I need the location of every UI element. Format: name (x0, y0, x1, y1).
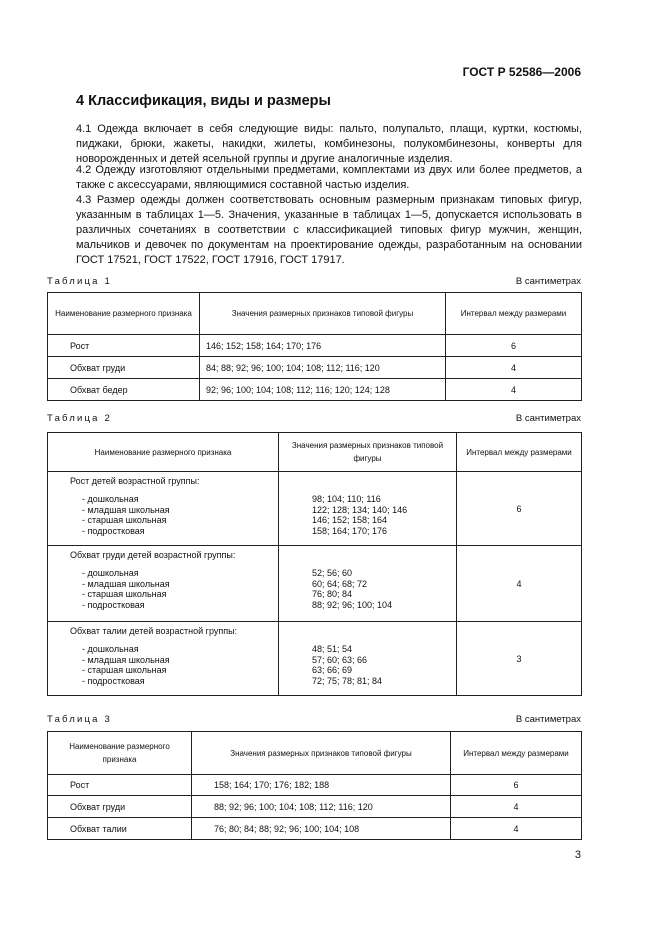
table-1-header-interval: Интервал между размерами (446, 293, 582, 335)
list-item: - старшая школьная (82, 589, 167, 599)
group-title: Обхват талии детей возрастной группы: (70, 626, 238, 636)
table-cell: Рост (48, 335, 200, 357)
table-row (48, 775, 582, 796)
list-item: - младшая школьная (82, 654, 170, 665)
table-cell: 4 (446, 379, 582, 401)
table-cell: Обхват груди (48, 357, 200, 379)
value-item: 98; 104; 110; 116 (312, 494, 381, 504)
value-item: 88; 92; 96; 100; 104 (312, 599, 393, 610)
paragraph-4-2: 4.2 Одежду изготовляют отдельными предметами, комплектами из двух или более предметов, а также с аксессуарами, являющимися составной частью изделия. (76, 164, 582, 191)
table-cell: Рост (48, 775, 192, 796)
table-cell: 84; 88; 92; 96; 100; 104; 108; 112; 116; 120 (200, 357, 446, 379)
value-item: 63; 66; 69 (312, 665, 353, 675)
table-row (48, 379, 582, 401)
list-item: - старшая школьная (82, 515, 167, 525)
list-item: - подростковая (82, 525, 145, 536)
table-3 (47, 731, 582, 840)
table-1-header-name: Наименование размерного признака (48, 293, 200, 335)
table-3-header-name: Наименование размерного признака (48, 732, 192, 775)
group-title: Обхват груди детей возрастной группы: (70, 550, 236, 560)
table-3-unit: В сантиметрах (515, 714, 581, 725)
table-2-header-name: Наименование размерного признака (48, 433, 279, 472)
table-row (48, 818, 582, 840)
interval-cell: 3 (457, 622, 582, 696)
table-2 (47, 432, 582, 696)
paragraph-4-3: 4.3 Размер одежды должен соответствовать основным размерным признакам типовых фигур, указанным в таблицах 1—5. Значения, указанные в таблицах 1—5, допускается использовать в различных сочетаниях в соответствии с классификацией типовых фигур мужчин, женщин, мальчиков и девочек по документам на проектирование одежды, разработанным на основании ГОСТ 17521, ГОСТ 17522, ГОСТ 17916, ГОСТ 17917. (76, 194, 582, 266)
list-item: - дошкольная (82, 494, 139, 504)
value-item: 122; 128; 134; 140; 146 (312, 504, 408, 515)
list-item: - дошкольная (82, 568, 139, 578)
table-2-header-interval: Интервал между размерами (457, 433, 582, 472)
value-item: 72; 75; 78; 81; 84 (312, 675, 383, 686)
list-item: - старшая школьная (82, 665, 167, 675)
value-item: 158; 164; 170; 176 (312, 525, 388, 536)
table-row (48, 796, 582, 818)
table-2-unit: В сантиметрах (515, 413, 581, 424)
table-cell: Обхват бедер (48, 379, 200, 401)
value-item: 76; 80; 84 (312, 589, 353, 599)
value-item: 48; 51; 54 (312, 644, 353, 654)
table-cell: 92; 96; 100; 104; 108; 112; 116; 120; 124; 128 (200, 379, 446, 401)
value-item: 60; 64; 68; 72 (312, 578, 368, 589)
value-item: 57; 60; 63; 66 (312, 654, 368, 665)
table-2-caption: Таблица 2 (47, 413, 112, 424)
table-cell: Обхват талии (48, 818, 192, 840)
table-3-header-interval: Интервал между размерами (451, 732, 582, 775)
table-cell: 4 (451, 796, 582, 818)
list-item: - подростковая (82, 675, 145, 686)
table-row (48, 472, 582, 546)
section-title: 4 Классификация, виды и размеры (76, 93, 331, 109)
table-3-header-values: Значения размерных признаков типовой фигуры (192, 732, 451, 775)
table-cell: 158; 164; 170; 176; 182; 188 (192, 775, 451, 796)
interval-cell: 6 (457, 472, 582, 546)
interval-cell: 4 (457, 546, 582, 622)
value-item: 52; 56; 60 (312, 568, 353, 578)
list-item: - младшая школьная (82, 578, 170, 589)
table-cell: 4 (451, 818, 582, 840)
document-number: ГОСТ Р 52586—2006 (462, 65, 581, 79)
paragraph-4-1: 4.1 Одежда включает в себя следующие виды: пальто, полупальто, плащи, куртки, костюмы, пиджаки, брюки, жакеты, накидки, жилеты, комбинезоны, полукомбинезоны, конверты для новорожденных и детей ясельной группы и другие аналогичные изделия. (76, 123, 582, 165)
table-cell: 76; 80; 84; 88; 92; 96; 100; 104; 108 (192, 818, 451, 840)
table-cell: Обхват груди (48, 796, 192, 818)
table-1 (47, 292, 582, 401)
table-row (48, 546, 582, 622)
table-2-header-values: Значения размерных признаков типовой фигуры (279, 433, 457, 472)
list-item: - подростковая (82, 599, 145, 610)
table-row (48, 622, 582, 696)
group-title: Рост детей возрастной группы: (70, 476, 200, 486)
list-item: - дошкольная (82, 644, 139, 654)
page-number: 3 (574, 849, 581, 861)
table-cell: 4 (446, 357, 582, 379)
table-cell: 6 (446, 335, 582, 357)
table-3-caption: Таблица 3 (47, 714, 112, 725)
table-cell: 146; 152; 158; 164; 170; 176 (200, 335, 446, 357)
table-1-header-values: Значения размерных признаков типовой фигуры (200, 293, 446, 335)
table-row (48, 335, 582, 357)
table-row (48, 357, 582, 379)
list-item: - младшая школьная (82, 504, 170, 515)
table-1-caption: Таблица 1 (47, 276, 112, 287)
table-cell: 88; 92; 96; 100; 104; 108; 112; 116; 120 (192, 796, 451, 818)
table-cell: 6 (451, 775, 582, 796)
table-1-unit: В сантиметрах (515, 276, 581, 287)
value-item: 146; 152; 158; 164 (312, 515, 388, 525)
